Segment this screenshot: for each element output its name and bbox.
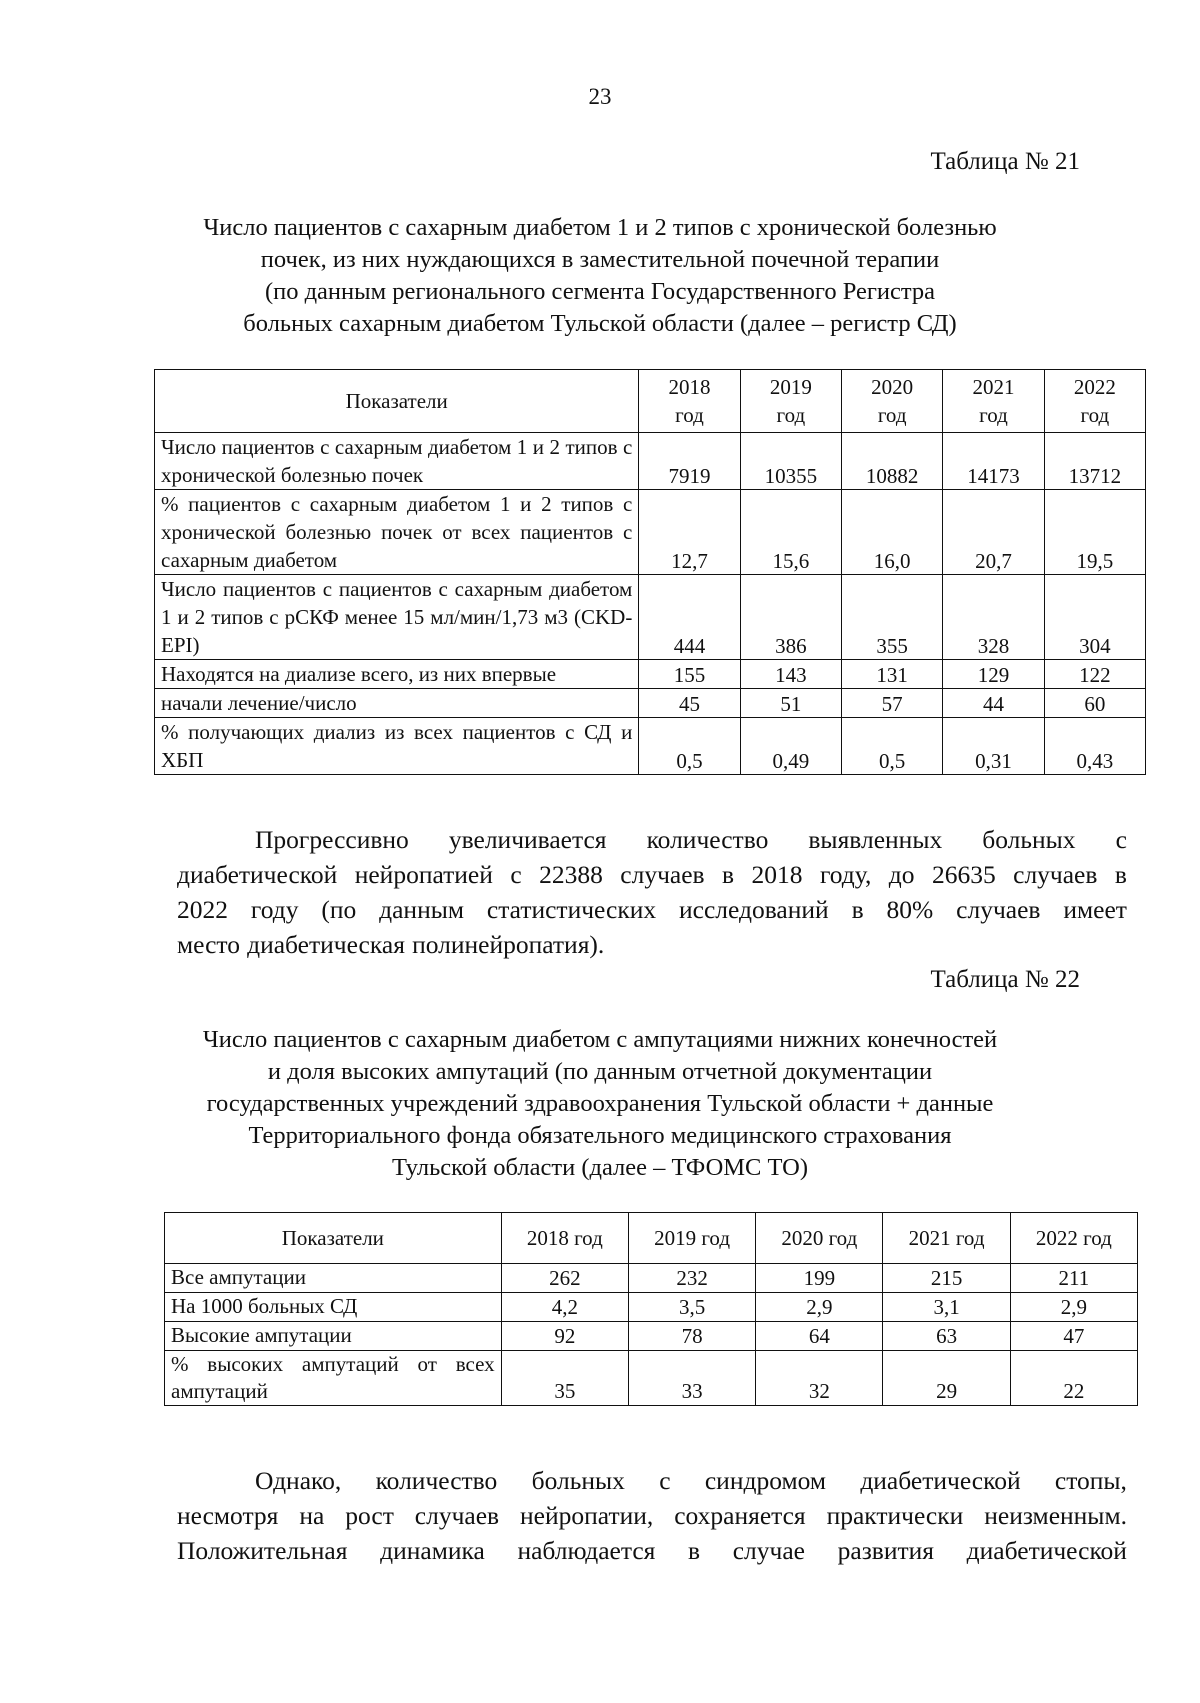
cell-value: 155 xyxy=(639,660,740,689)
table-row xyxy=(155,575,1146,660)
caption-line: почек, из них нуждающихся в заместительной почечной терапии xyxy=(260,246,940,273)
table-21-label: Таблица № 21 xyxy=(930,148,1080,175)
cell-value: 232 xyxy=(628,1264,755,1293)
header-year-2018: 2018 год xyxy=(639,370,740,433)
table-22 xyxy=(164,1212,1138,1406)
table-22-caption xyxy=(140,1024,1060,1184)
cell-value: 51 xyxy=(740,689,841,718)
cell-value: 355 xyxy=(842,575,943,660)
table-21 xyxy=(154,369,1146,775)
table-row xyxy=(165,1322,1138,1351)
header-year-2021: 2021 год xyxy=(943,370,1044,433)
table-row xyxy=(165,1293,1138,1322)
header-indicator: Показатели xyxy=(155,370,639,433)
cell-value: 215 xyxy=(883,1264,1010,1293)
cell-value: 35 xyxy=(501,1351,628,1406)
cell-value: 57 xyxy=(842,689,943,718)
cell-value: 78 xyxy=(628,1322,755,1351)
cell-value: 328 xyxy=(943,575,1044,660)
page-number: 23 xyxy=(588,84,612,109)
cell-value: 32 xyxy=(756,1351,883,1406)
cell-value: 13712 xyxy=(1044,433,1145,490)
row-label: На 1000 больных СД xyxy=(165,1293,502,1322)
row-label: Находятся на диализе всего, из них впервые xyxy=(155,660,639,689)
table-row xyxy=(155,490,1146,575)
cell-value: 19,5 xyxy=(1044,490,1145,575)
paragraph-line: 2022 году (по данным статистических исследований в 80% случаев имеет xyxy=(177,895,1127,924)
paragraph-line: Прогрессивно увеличивается количество выявленных больных с xyxy=(255,825,1127,854)
cell-value: 60 xyxy=(1044,689,1145,718)
row-label: Число пациентов с пациентов с сахарным диабетом 1 и 2 типов с рСКФ менее 15 мл/мин/1,73 м3 (CKD-EPI) xyxy=(155,575,639,660)
row-label: % пациентов с сахарным диабетом 1 и 2 типов с хронической болезнью почек от всех пациентов с сахарным диабетом xyxy=(155,490,639,575)
row-label: Высокие ампутации xyxy=(165,1322,502,1351)
cell-value: 64 xyxy=(756,1322,883,1351)
table-row xyxy=(155,689,1146,718)
caption-line: Число пациентов с сахарным диабетом 1 и 2 типов с хронической болезнью xyxy=(203,214,997,241)
cell-value: 2,9 xyxy=(1010,1293,1137,1322)
paragraph-line: несмотря на рост случаев нейропатии, сохраняется практически неизменным. xyxy=(177,1501,1127,1530)
header-year-2022: 2022 год xyxy=(1010,1213,1137,1264)
paragraph-line: Положительная динамика наблюдается в случае развития диабетической xyxy=(177,1536,1127,1565)
header-year-2018: 2018 год xyxy=(501,1213,628,1264)
cell-value: 444 xyxy=(639,575,740,660)
cell-value: 262 xyxy=(501,1264,628,1293)
table-row xyxy=(155,433,1146,490)
cell-value: 211 xyxy=(1010,1264,1137,1293)
caption-line: Тульской области (далее – ТФОМС ТО) xyxy=(391,1154,809,1181)
table-22-label: Таблица № 22 xyxy=(930,966,1080,993)
cell-value: 386 xyxy=(740,575,841,660)
cell-value: 10355 xyxy=(740,433,841,490)
paragraph-line: Однако, количество больных с синдромом диабетической стопы, xyxy=(255,1466,1127,1495)
paragraph-diabetic-foot xyxy=(177,1463,1127,1568)
cell-value: 199 xyxy=(756,1264,883,1293)
cell-value: 33 xyxy=(628,1351,755,1406)
cell-value: 0,49 xyxy=(740,718,841,775)
cell-value: 20,7 xyxy=(943,490,1044,575)
caption-line: (по данным регионального сегмента Государственного Регистра xyxy=(264,278,936,305)
cell-value: 143 xyxy=(740,660,841,689)
caption-line: Территориального фонда обязательного медицинского страхования xyxy=(248,1122,952,1149)
cell-value: 3,1 xyxy=(883,1293,1010,1322)
cell-value: 122 xyxy=(1044,660,1145,689)
cell-value: 0,43 xyxy=(1044,718,1145,775)
caption-line: Число пациентов с сахарным диабетом с ампутациями нижних конечностей xyxy=(202,1026,998,1053)
header-year-2019: 2019 год xyxy=(628,1213,755,1264)
cell-value: 10882 xyxy=(842,433,943,490)
caption-line: государственных учреждений здравоохранения Тульской области + данные xyxy=(206,1090,994,1117)
cell-value: 3,5 xyxy=(628,1293,755,1322)
paragraph-line: диабетической нейропатией с 22388 случаев в 2018 году, до 26635 случаев в xyxy=(177,860,1127,889)
cell-value: 22 xyxy=(1010,1351,1137,1406)
table-21-caption xyxy=(140,212,1060,340)
cell-value: 45 xyxy=(639,689,740,718)
header-year-2022: 2022 год xyxy=(1044,370,1145,433)
cell-value: 304 xyxy=(1044,575,1145,660)
paragraph-line: место диабетическая полинейропатия). xyxy=(177,930,605,959)
table-row xyxy=(165,1264,1138,1293)
cell-value: 15,6 xyxy=(740,490,841,575)
caption-line: больных сахарным диабетом Тульской области (далее – регистр СД) xyxy=(243,310,957,337)
cell-value: 129 xyxy=(943,660,1044,689)
cell-value: 63 xyxy=(883,1322,1010,1351)
cell-value: 131 xyxy=(842,660,943,689)
cell-value: 0,5 xyxy=(639,718,740,775)
cell-value: 0,5 xyxy=(842,718,943,775)
cell-value: 47 xyxy=(1010,1322,1137,1351)
table-row xyxy=(155,718,1146,775)
header-year-2019: 2019 год xyxy=(740,370,841,433)
header-year-2020: 2020 год xyxy=(842,370,943,433)
header-indicator: Показатели xyxy=(165,1213,502,1264)
cell-value: 4,2 xyxy=(501,1293,628,1322)
cell-value: 14173 xyxy=(943,433,1044,490)
header-year-2020: 2020 год xyxy=(756,1213,883,1264)
cell-value: 92 xyxy=(501,1322,628,1351)
table-header-row xyxy=(155,370,1146,433)
table-header-row xyxy=(165,1213,1138,1264)
row-label: начали лечение/число xyxy=(155,689,639,718)
cell-value: 16,0 xyxy=(842,490,943,575)
cell-value: 2,9 xyxy=(756,1293,883,1322)
table-row xyxy=(165,1351,1138,1406)
caption-line: и доля высоких ампутаций (по данным отчетной документации xyxy=(267,1058,933,1085)
row-label: % высоких ампутаций от всех ампутаций xyxy=(165,1351,502,1406)
paragraph-neuropathy xyxy=(177,822,1127,962)
cell-value: 12,7 xyxy=(639,490,740,575)
cell-value: 44 xyxy=(943,689,1044,718)
cell-value: 0,31 xyxy=(943,718,1044,775)
header-year-2021: 2021 год xyxy=(883,1213,1010,1264)
table-row xyxy=(155,660,1146,689)
row-label: % получающих диализ из всех пациентов с СД и ХБП xyxy=(155,718,639,775)
row-label: Все ампутации xyxy=(165,1264,502,1293)
cell-value: 29 xyxy=(883,1351,1010,1406)
cell-value: 7919 xyxy=(639,433,740,490)
row-label: Число пациентов с сахарным диабетом 1 и 2 типов с хронической болезнью почек xyxy=(155,433,639,490)
